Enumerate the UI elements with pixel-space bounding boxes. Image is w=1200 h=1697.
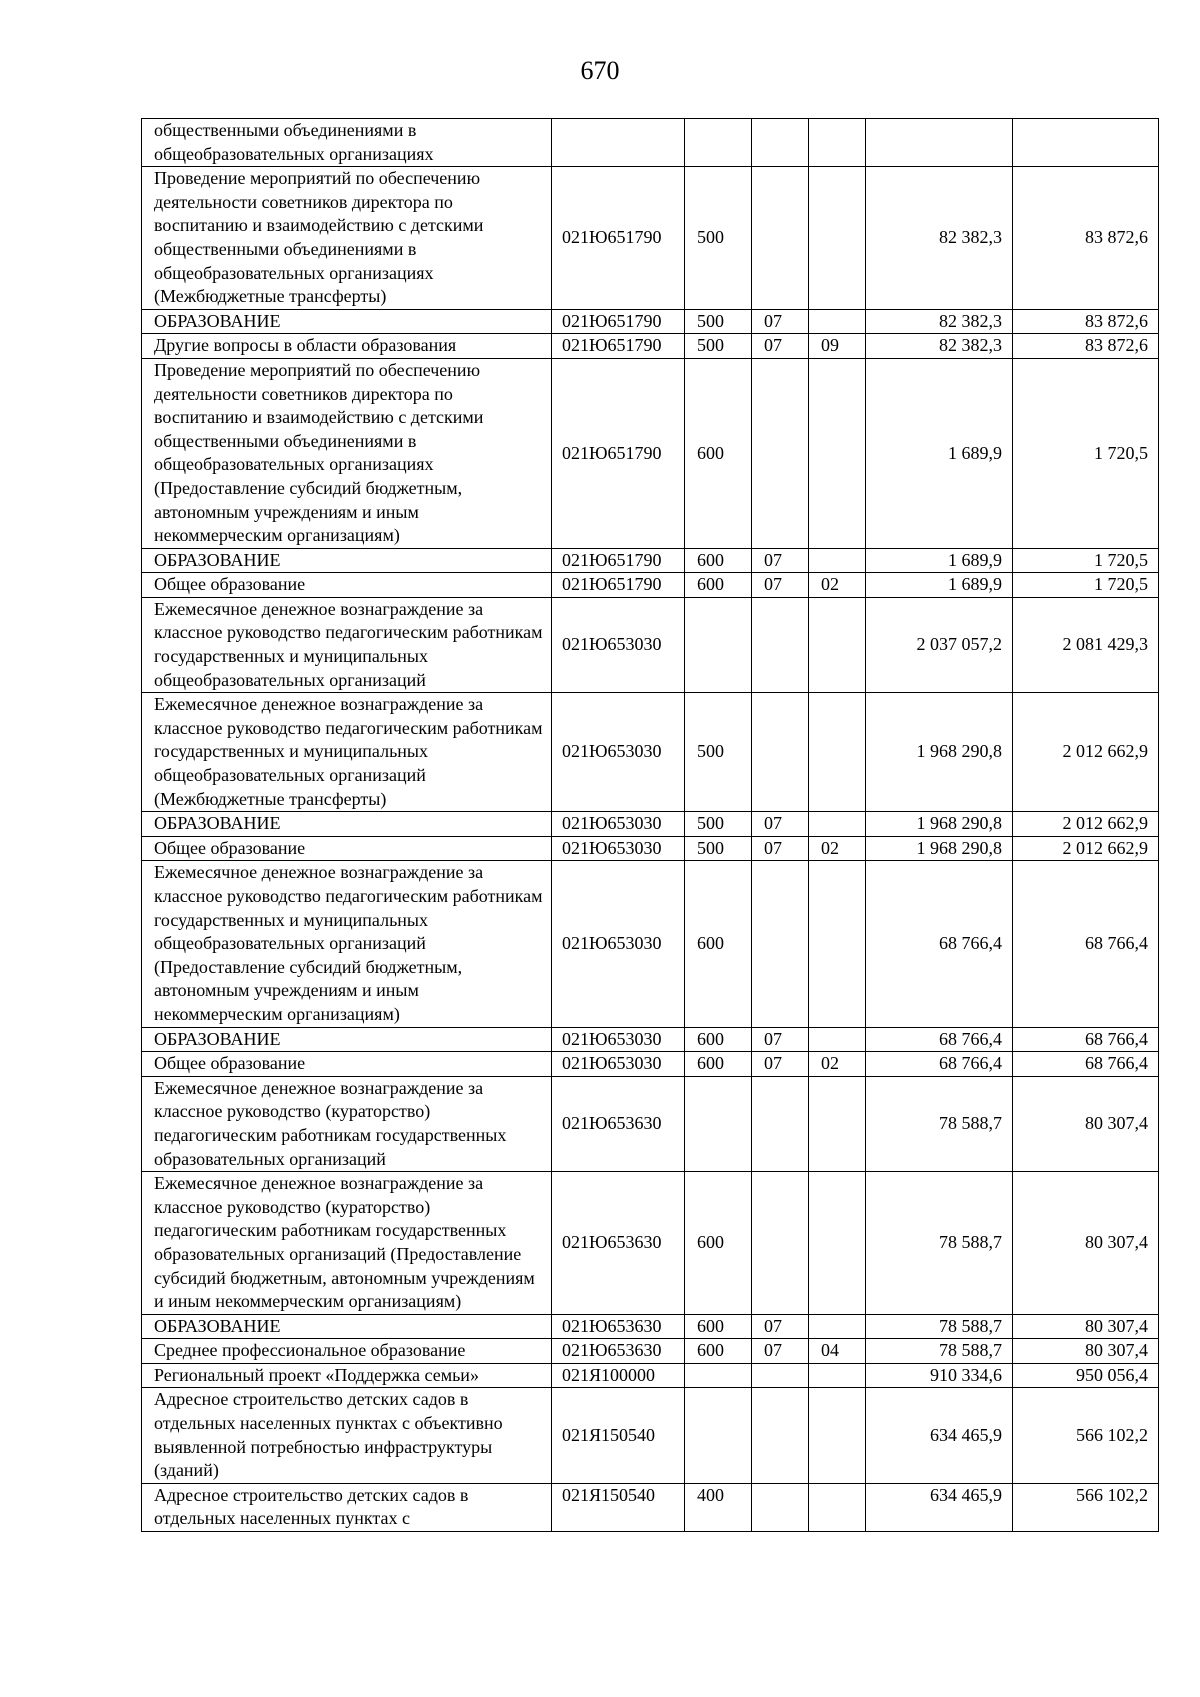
cell-amount-year1: 78 588,7 [866,1076,1013,1171]
cell-target-code: 021Ю653630 [552,1076,685,1171]
cell-target-code: 021Ю653630 [552,1314,685,1339]
table-row [142,334,1159,359]
table-row [142,1314,1159,1339]
cell-subsection [809,693,866,812]
cell-amount-year2: 80 307,4 [1013,1339,1159,1364]
cell-amount-year2: 80 307,4 [1013,1076,1159,1171]
table-row [142,597,1159,692]
cell-subsection: 09 [809,334,866,359]
cell-name: ОБРАЗОВАНИЕ [142,548,552,573]
budget-table [141,118,1159,1532]
cell-target-code: 021Я150540 [552,1388,685,1483]
cell-amount-year1: 78 588,7 [866,1314,1013,1339]
table-row [142,309,1159,334]
cell-target-code: 021Ю653030 [552,597,685,692]
cell-expense-type: 600 [685,548,752,573]
cell-subsection: 04 [809,1339,866,1364]
cell-section: 07 [752,812,809,837]
cell-expense-type: 600 [685,1314,752,1339]
cell-expense-type: 600 [685,861,752,1027]
cell-target-code: 021Ю651790 [552,573,685,598]
cell-name: Ежемесячное денежное вознаграждение за классное руководство педагогическим работникам государственных и муниципальных общеобразовательных организаций (Предоставление субсидий бюджетным, автономным учреждениям и иным некоммерческим организациям) [142,861,552,1027]
cell-section [752,1388,809,1483]
table-row [142,548,1159,573]
cell-amount-year2: 2 012 662,9 [1013,836,1159,861]
cell-target-code: 021Ю653030 [552,836,685,861]
cell-subsection [809,1388,866,1483]
cell-expense-type: 500 [685,836,752,861]
page-number: 670 [580,56,620,85]
cell-amount-year1: 1 968 290,8 [866,693,1013,812]
cell-section [752,1363,809,1388]
cell-section: 07 [752,1314,809,1339]
cell-section [752,861,809,1027]
cell-amount-year1: 82 382,3 [866,167,1013,310]
cell-target-code: 021Ю651790 [552,167,685,310]
cell-name: Общее образование [142,573,552,598]
cell-amount-year1: 2 037 057,2 [866,597,1013,692]
cell-amount-year2 [1013,119,1159,167]
cell-amount-year2: 1 720,5 [1013,548,1159,573]
cell-name: Региональный проект «Поддержка семьи» [142,1363,552,1388]
table-row [142,836,1159,861]
cell-amount-year1: 82 382,3 [866,309,1013,334]
cell-name: Общее образование [142,1052,552,1077]
table-row [142,812,1159,837]
cell-subsection [809,309,866,334]
cell-subsection: 02 [809,1052,866,1077]
cell-subsection: 02 [809,573,866,598]
cell-amount-year1 [866,119,1013,167]
table-row [142,1027,1159,1052]
cell-subsection [809,358,866,548]
cell-amount-year1: 634 465,9 [866,1483,1013,1531]
cell-expense-type: 600 [685,1027,752,1052]
table-row [142,1076,1159,1171]
cell-subsection [809,1027,866,1052]
table-row [142,167,1159,310]
cell-amount-year1: 910 334,6 [866,1363,1013,1388]
cell-amount-year2: 950 056,4 [1013,1363,1159,1388]
cell-target-code: 021Ю651790 [552,309,685,334]
cell-target-code [552,119,685,167]
cell-amount-year1: 68 766,4 [866,1052,1013,1077]
cell-target-code: 021Ю653030 [552,861,685,1027]
cell-name: Общее образование [142,836,552,861]
cell-section [752,597,809,692]
cell-subsection [809,119,866,167]
cell-target-code: 021Ю651790 [552,358,685,548]
table-row [142,1483,1159,1531]
cell-subsection [809,167,866,310]
table-row [142,119,1159,167]
cell-name: ОБРАЗОВАНИЕ [142,812,552,837]
cell-name: Среднее профессиональное образование [142,1339,552,1364]
cell-section: 07 [752,1052,809,1077]
cell-amount-year2: 1 720,5 [1013,358,1159,548]
cell-amount-year2: 2 012 662,9 [1013,693,1159,812]
cell-section: 07 [752,573,809,598]
cell-section: 07 [752,548,809,573]
cell-amount-year1: 1 968 290,8 [866,812,1013,837]
cell-target-code: 021Ю653030 [552,1027,685,1052]
cell-name: ОБРАЗОВАНИЕ [142,1027,552,1052]
table-row [142,861,1159,1027]
cell-amount-year2: 80 307,4 [1013,1314,1159,1339]
cell-amount-year2: 2 012 662,9 [1013,812,1159,837]
cell-section: 07 [752,1027,809,1052]
cell-target-code: 021Ю653630 [552,1172,685,1315]
cell-expense-type: 600 [685,1052,752,1077]
cell-subsection [809,1363,866,1388]
cell-subsection [809,1076,866,1171]
cell-subsection [809,861,866,1027]
cell-name: Ежемесячное денежное вознаграждение за классное руководство (кураторство) педагогическим работникам государственных образовательных организаций [142,1076,552,1171]
table-row [142,573,1159,598]
cell-amount-year1: 1 689,9 [866,573,1013,598]
cell-amount-year2: 83 872,6 [1013,167,1159,310]
cell-expense-type: 600 [685,358,752,548]
cell-amount-year2: 80 307,4 [1013,1172,1159,1315]
cell-name: ОБРАЗОВАНИЕ [142,309,552,334]
cell-amount-year1: 68 766,4 [866,1027,1013,1052]
cell-expense-type: 500 [685,309,752,334]
table-row [142,693,1159,812]
cell-name: Другие вопросы в области образования [142,334,552,359]
cell-subsection [809,1172,866,1315]
table-row [142,1388,1159,1483]
cell-amount-year1: 634 465,9 [866,1388,1013,1483]
cell-section [752,693,809,812]
cell-expense-type [685,1388,752,1483]
cell-expense-type: 600 [685,573,752,598]
table-row [142,358,1159,548]
cell-section: 07 [752,1339,809,1364]
cell-subsection [809,597,866,692]
cell-expense-type: 500 [685,693,752,812]
cell-section [752,167,809,310]
cell-name: Ежемесячное денежное вознаграждение за классное руководство педагогическим работникам государственных и муниципальных общеобразовательных организаций [142,597,552,692]
table-row [142,1339,1159,1364]
cell-target-code: 021Ю653030 [552,693,685,812]
table-row [142,1172,1159,1315]
cell-name: Проведение мероприятий по обеспечению деятельности советников директора по воспитанию и взаимодействию с детскими общественными объединениями в общеобразовательных организациях (Предоставление субсидий бюджетным, автономным учреждениям и иным некоммерческим организациям) [142,358,552,548]
cell-section: 07 [752,836,809,861]
cell-section: 07 [752,309,809,334]
cell-amount-year1: 78 588,7 [866,1339,1013,1364]
cell-amount-year1: 1 689,9 [866,358,1013,548]
cell-expense-type [685,597,752,692]
cell-expense-type: 600 [685,1339,752,1364]
cell-expense-type: 500 [685,167,752,310]
cell-target-code: 021Ю653030 [552,812,685,837]
cell-subsection [809,1314,866,1339]
cell-expense-type [685,119,752,167]
cell-name: общественными объединениями в общеобразовательных организациях [142,119,552,167]
cell-amount-year1: 78 588,7 [866,1172,1013,1315]
cell-target-code: 021Ю651790 [552,548,685,573]
table-row [142,1052,1159,1077]
cell-expense-type [685,1363,752,1388]
cell-target-code: 021Ю651790 [552,334,685,359]
cell-section [752,1076,809,1171]
cell-section: 07 [752,334,809,359]
cell-amount-year1: 1 689,9 [866,548,1013,573]
cell-section [752,358,809,548]
cell-subsection [809,812,866,837]
cell-amount-year1: 68 766,4 [866,861,1013,1027]
cell-target-code: 021Ю653630 [552,1339,685,1364]
cell-name: Проведение мероприятий по обеспечению деятельности советников директора по воспитанию и взаимодействию с детскими общественными объединениями в общеобразовательных организациях (Межбюджетные трансферты) [142,167,552,310]
cell-expense-type: 600 [685,1172,752,1315]
cell-amount-year2: 2 081 429,3 [1013,597,1159,692]
cell-amount-year2: 1 720,5 [1013,573,1159,598]
cell-expense-type: 400 [685,1483,752,1531]
budget-table-body [142,119,1159,1532]
cell-amount-year2: 83 872,6 [1013,309,1159,334]
cell-subsection [809,1483,866,1531]
table-row [142,1363,1159,1388]
cell-target-code: 021Ю653030 [552,1052,685,1077]
cell-amount-year2: 68 766,4 [1013,1027,1159,1052]
cell-name: Ежемесячное денежное вознаграждение за классное руководство (кураторство) педагогическим работникам государственных образовательных организаций (Предоставление субсидий бюджетным, автономным учреждениям и иным некоммерческим организациям) [142,1172,552,1315]
cell-expense-type: 500 [685,812,752,837]
cell-amount-year2: 83 872,6 [1013,334,1159,359]
cell-name: Адресное строительство детских садов в отдельных населенных пунктах с объективно выявленной потребностью инфраструктуры (зданий) [142,1388,552,1483]
cell-section [752,1483,809,1531]
cell-amount-year2: 566 102,2 [1013,1388,1159,1483]
cell-name: ОБРАЗОВАНИЕ [142,1314,552,1339]
cell-name: Адресное строительство детских садов в отдельных населенных пунктах с [142,1483,552,1531]
cell-subsection: 02 [809,836,866,861]
cell-amount-year1: 82 382,3 [866,334,1013,359]
cell-amount-year2: 566 102,2 [1013,1483,1159,1531]
cell-target-code: 021Я150540 [552,1483,685,1531]
cell-name: Ежемесячное денежное вознаграждение за классное руководство педагогическим работникам государственных и муниципальных общеобразовательных организаций (Межбюджетные трансферты) [142,693,552,812]
cell-amount-year2: 68 766,4 [1013,861,1159,1027]
cell-subsection [809,548,866,573]
cell-expense-type [685,1076,752,1171]
cell-amount-year1: 1 968 290,8 [866,836,1013,861]
cell-section [752,119,809,167]
cell-expense-type: 500 [685,334,752,359]
cell-amount-year2: 68 766,4 [1013,1052,1159,1077]
cell-section [752,1172,809,1315]
cell-target-code: 021Я100000 [552,1363,685,1388]
